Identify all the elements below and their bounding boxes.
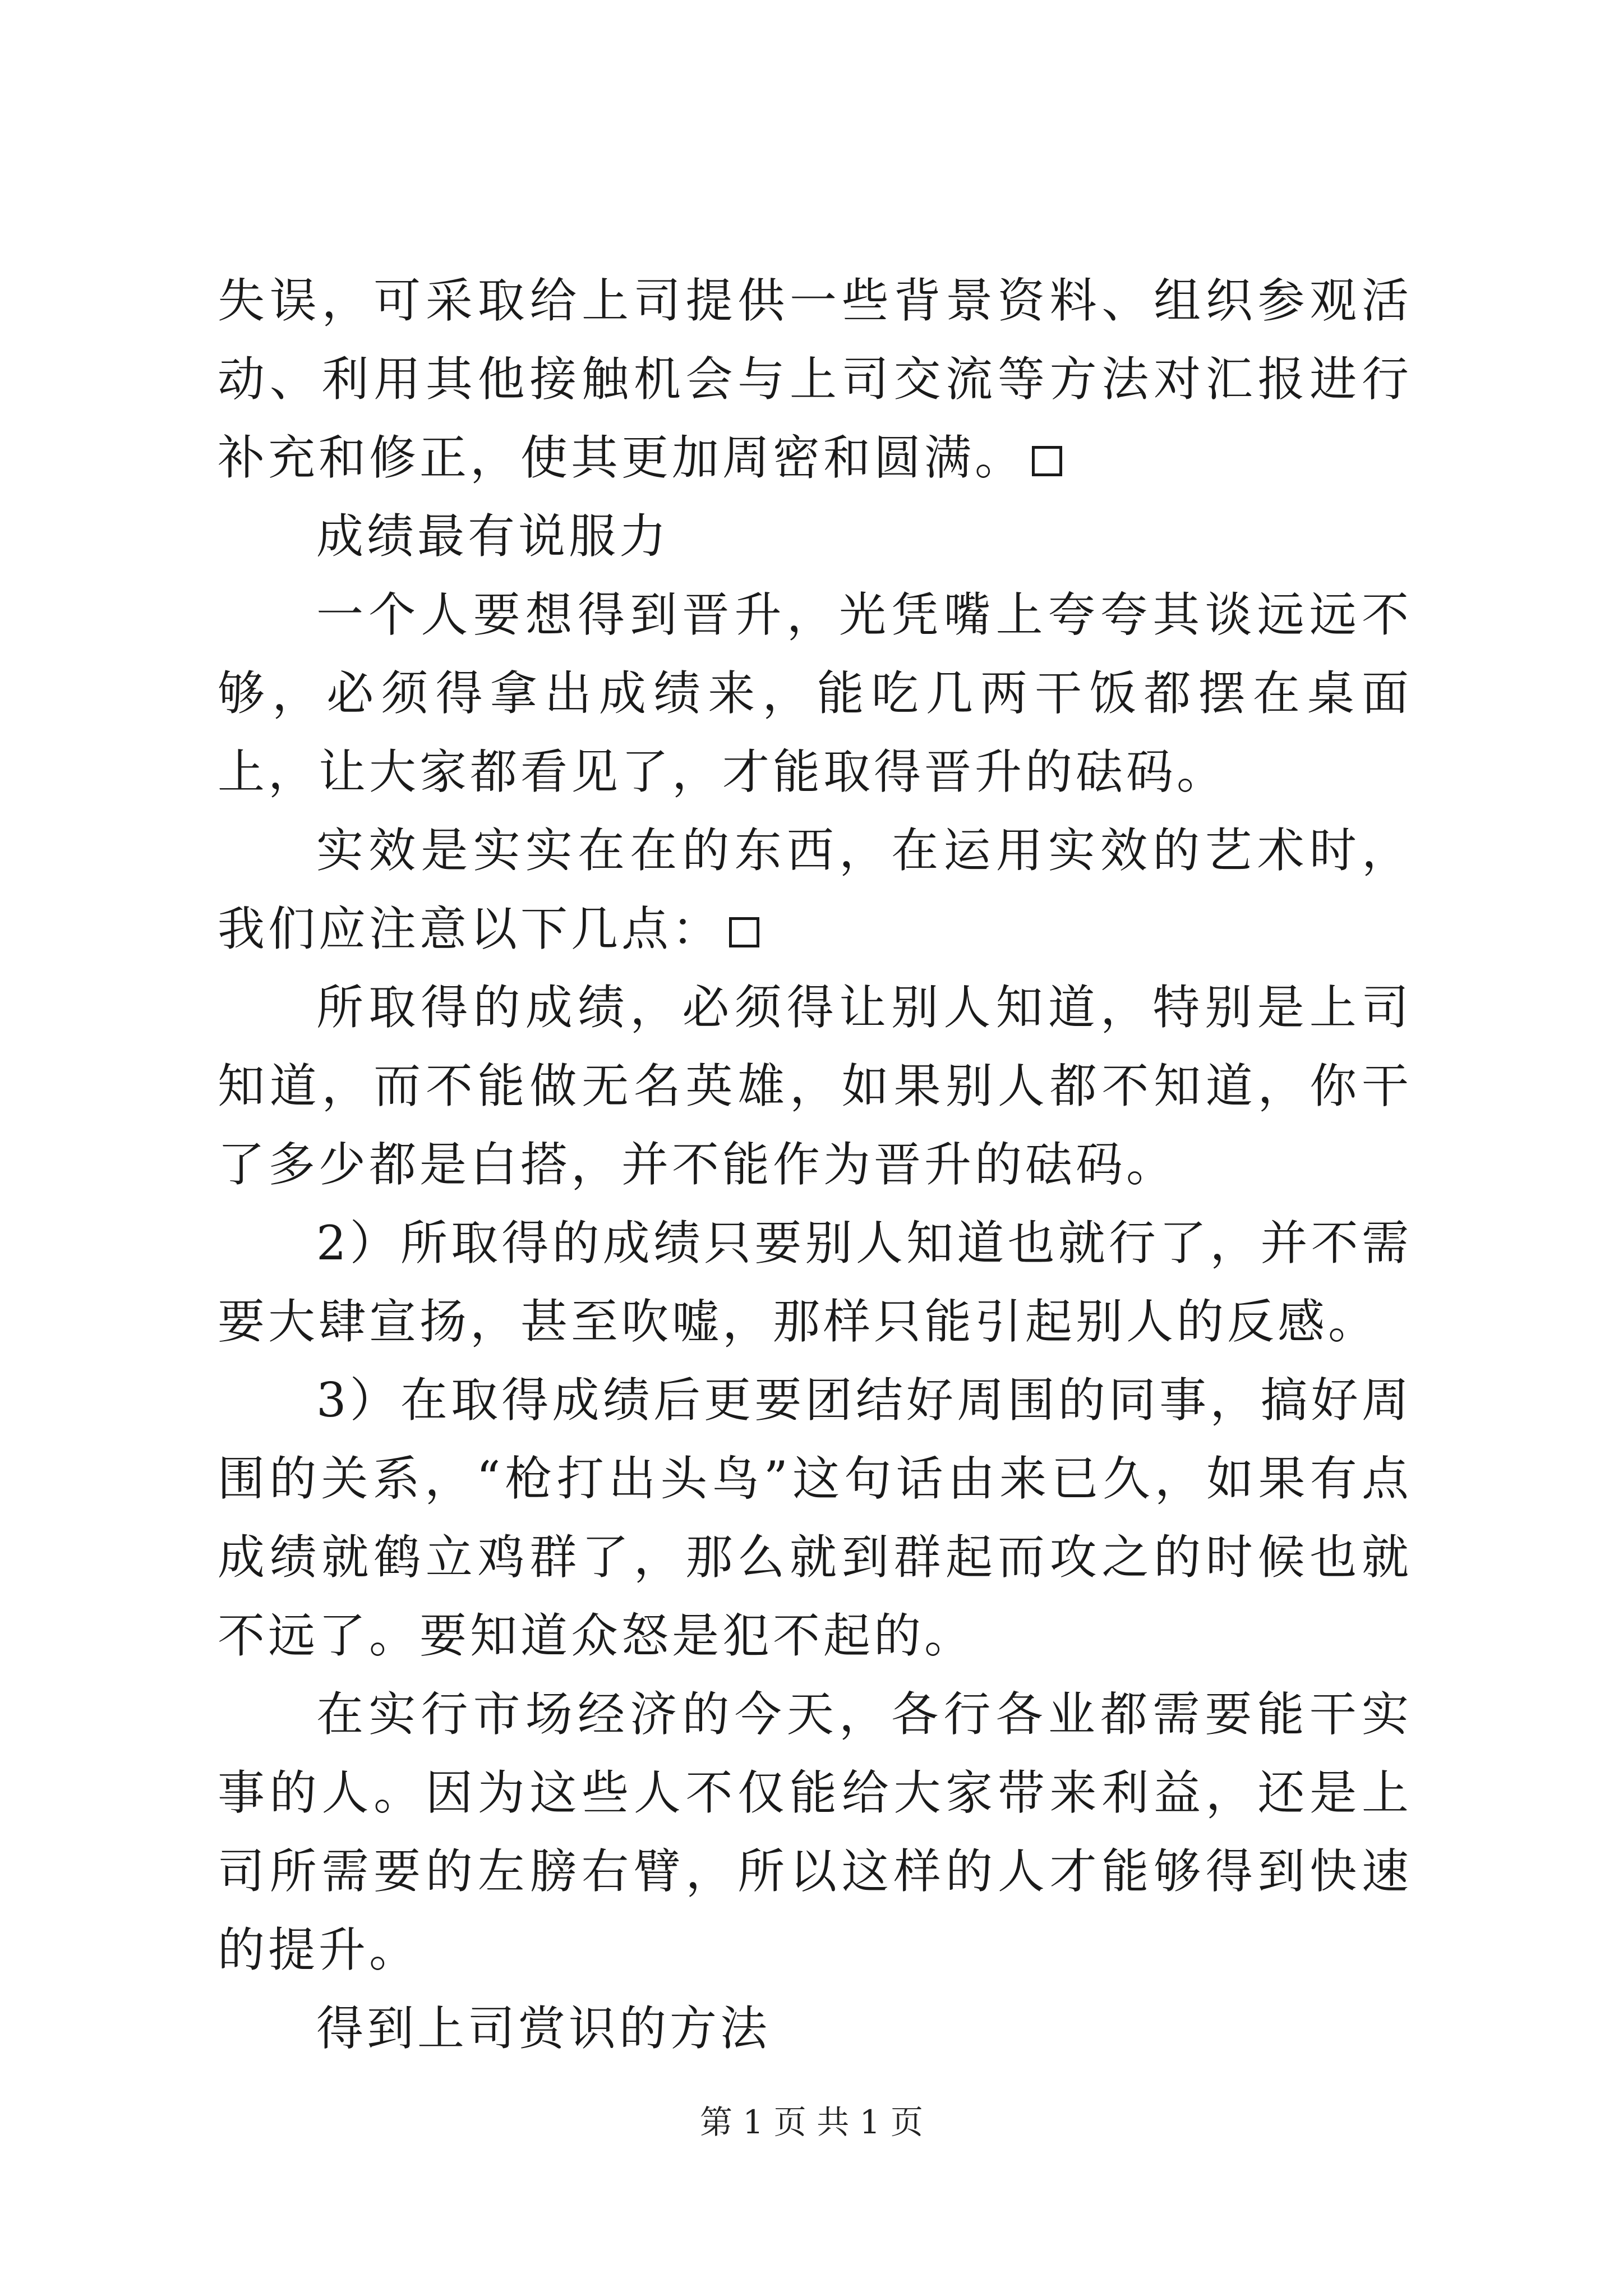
section-heading-achievements [218, 497, 1412, 576]
placeholder-box-icon [729, 917, 759, 947]
paragraph-1 [218, 261, 1412, 497]
paragraph-3 [218, 576, 1412, 811]
paragraph-8 [218, 1675, 1412, 1989]
paragraph-text: 失误，可采取给上司提供一些背景资料、组织参观活动、利用其他接触机会与上司交流等方法对汇报进行补充和修正，使其更加周密和圆满。 [218, 273, 1412, 485]
paragraph-text: 3）在取得成绩后更要团结好周围的同事，搞好周围的关系，“枪打出头鸟”这句话由来已久，如果有点成绩就鹤立鸡群了，那么就到群起而攻之的时候也就不远了。要知道众怒是犯不起的。 [218, 1373, 1412, 1663]
paragraph-text: 成绩最有说服力 [316, 509, 670, 564]
page-footer: 第 1 页 共 1 页 [700, 2103, 923, 2141]
paragraph-text: 得到上司赏识的方法 [316, 2001, 771, 2056]
paragraph-text: 一个人要想得到晋升，光凭嘴上夸夸其谈远远不够，必须得拿出成绩来，能吃几两干饭都摆在桌面上，让大家都看见了，才能取得晋升的砝码。 [218, 587, 1412, 799]
body-text [218, 261, 1412, 2068]
list-item-2 [218, 1204, 1412, 1361]
placeholder-box-icon [1032, 446, 1062, 476]
paragraph-text: 在实行市场经济的今天，各行各业都需要能干实事的人。因为这些人不仅能给大家带来利益，还是上司所需要的左膀右臂，所以这样的人才能够得到快速的提升。 [218, 1687, 1412, 1977]
paragraph-text: 所取得的成绩，必须得让别人知道，特别是上司知道，而不能做无名英雄，如果别人都不知道，你干了多少都是白搭，并不能作为晋升的砝码。 [218, 980, 1412, 1192]
section-heading-appreciation [218, 1989, 1412, 2068]
paragraph-4 [218, 811, 1412, 968]
paragraph-text: 2）所取得的成绩只要别人知道也就行了，并不需要大肆宣扬，甚至吹嘘，那样只能引起别人的反感。 [218, 1216, 1412, 1349]
list-item-3 [218, 1361, 1412, 1675]
paragraph-5 [218, 968, 1412, 1204]
paragraph-text: 实效是实实在在的东西，在运用实效的艺术时，我们应注意以下几点： [218, 823, 1412, 956]
